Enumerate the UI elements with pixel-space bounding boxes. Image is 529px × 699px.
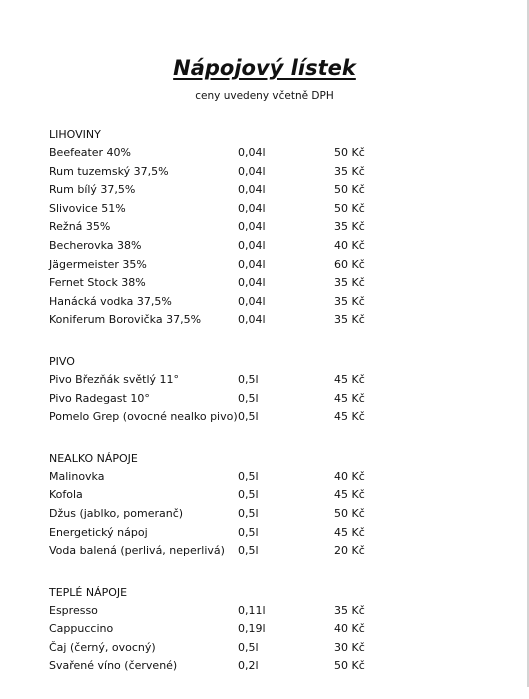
item-volume: 0,5l <box>238 488 259 502</box>
menu-content <box>49 126 379 699</box>
item-name: Cappuccino <box>49 622 114 636</box>
item-price: 50 Kč <box>334 183 365 197</box>
item-price: 45 Kč <box>334 372 365 386</box>
item-volume: 0,5l <box>238 410 259 424</box>
item-volume: 0,04l <box>238 220 266 234</box>
menu-item <box>49 602 379 621</box>
item-name: Svařené víno (červené) <box>49 659 178 673</box>
menu-item <box>49 390 379 409</box>
item-volume: 0,04l <box>238 313 266 327</box>
item-price: 45 Kč <box>334 391 365 405</box>
item-volume: 0,5l <box>238 469 259 483</box>
menu-section <box>49 126 379 330</box>
item-price: 35 Kč <box>334 313 365 327</box>
item-volume: 0,04l <box>238 238 266 252</box>
item-name: Koniferum Borovička 37,5% <box>49 313 202 327</box>
item-price: 45 Kč <box>334 410 365 424</box>
section-title: NEALKO NÁPOJE <box>49 451 138 465</box>
item-price: 35 Kč <box>334 276 365 290</box>
item-name: Rum tuzemský 37,5% <box>49 164 169 178</box>
section-title: LIHOVINY <box>49 128 101 141</box>
menu-item <box>49 237 379 256</box>
menu-item <box>49 505 379 524</box>
menu-item <box>49 181 379 200</box>
item-name: Energetický nápoj <box>49 525 148 539</box>
item-volume: 0,04l <box>238 201 266 215</box>
item-price: 40 Kč <box>334 469 365 483</box>
item-name: Voda balená (perlivá, neperlivá) <box>49 544 225 558</box>
item-name: Slivovice 51% <box>49 201 126 215</box>
item-price: 50 Kč <box>334 506 365 520</box>
item-volume: 0,5l <box>238 506 259 520</box>
item-volume: 0,04l <box>238 257 266 271</box>
menu-item <box>49 274 379 293</box>
section-title: PIVO <box>49 354 75 368</box>
menu-section <box>49 584 379 676</box>
menu-item <box>49 542 379 561</box>
menu-item <box>49 218 379 237</box>
item-name: Pivo Březňák světlý 11° <box>49 372 180 386</box>
item-price: 35 Kč <box>334 603 365 617</box>
menu-item <box>49 639 379 658</box>
item-name: Jägermeister 35% <box>49 257 147 271</box>
item-volume: 0,11l <box>238 603 266 617</box>
item-price: 35 Kč <box>334 164 365 178</box>
menu-item <box>49 256 379 275</box>
item-name: Džus (jablko, pomeranč) <box>49 506 184 520</box>
menu-item <box>49 524 379 543</box>
menu-item <box>49 468 379 487</box>
item-price: 50 Kč <box>334 659 365 673</box>
item-volume: 0,19l <box>238 622 266 636</box>
item-price: 35 Kč <box>334 294 365 308</box>
item-price: 50 Kč <box>334 201 365 215</box>
menu-section <box>49 353 379 427</box>
item-price: 30 Kč <box>334 640 365 654</box>
item-name: Pivo Radegast 10° <box>49 391 150 405</box>
item-price: 45 Kč <box>334 525 365 539</box>
item-name: Espresso <box>49 603 98 617</box>
item-price: 40 Kč <box>334 622 365 636</box>
item-volume: 0,5l <box>238 391 259 405</box>
menu-item <box>49 200 379 219</box>
item-volume: 0,04l <box>238 183 266 197</box>
menu-item <box>49 486 379 505</box>
menu-item <box>49 408 379 427</box>
item-volume: 0,5l <box>238 544 259 558</box>
item-name: Rum bílý 37,5% <box>49 183 136 197</box>
page-subtitle: ceny uvedeny včetně DPH <box>195 90 334 102</box>
item-name: Hanácká vodka 37,5% <box>49 294 172 308</box>
menu-item <box>49 657 379 676</box>
menu-item <box>49 620 379 639</box>
item-volume: 0,5l <box>238 372 259 386</box>
item-name: Malinovka <box>49 469 105 483</box>
item-price: 60 Kč <box>334 257 365 271</box>
item-price: 40 Kč <box>334 238 365 252</box>
item-price: 45 Kč <box>334 488 365 502</box>
menu-item <box>49 293 379 312</box>
item-name: Pomelo Grep (ovocné nealko pivo) <box>49 410 238 424</box>
item-price: 20 Kč <box>334 544 365 558</box>
item-name: Beefeater 40% <box>49 146 132 159</box>
item-price: 50 Kč <box>334 146 365 159</box>
item-name: Režná 35% <box>49 220 111 234</box>
item-name: Kofola <box>49 488 83 502</box>
section-title: TEPLÉ NÁPOJE <box>49 585 128 599</box>
item-volume: 0,5l <box>238 640 259 654</box>
item-name: Čaj (černý, ovocný) <box>49 640 156 654</box>
menu-item <box>49 144 379 163</box>
menu-item <box>49 163 379 182</box>
item-volume: 0,04l <box>238 164 266 178</box>
item-price: 35 Kč <box>334 220 365 234</box>
item-name: Becherovka 38% <box>49 238 142 252</box>
item-name: Fernet Stock 38% <box>49 276 146 290</box>
menu-item <box>49 311 379 330</box>
item-volume: 0,04l <box>238 294 266 308</box>
page-title: Nápojový lístek <box>173 56 356 80</box>
item-volume: 0,04l <box>238 276 266 290</box>
item-volume: 0,04l <box>238 146 266 159</box>
menu-section <box>49 450 379 561</box>
item-volume: 0,2l <box>238 659 259 673</box>
menu-item <box>49 371 379 390</box>
item-volume: 0,5l <box>238 525 259 539</box>
